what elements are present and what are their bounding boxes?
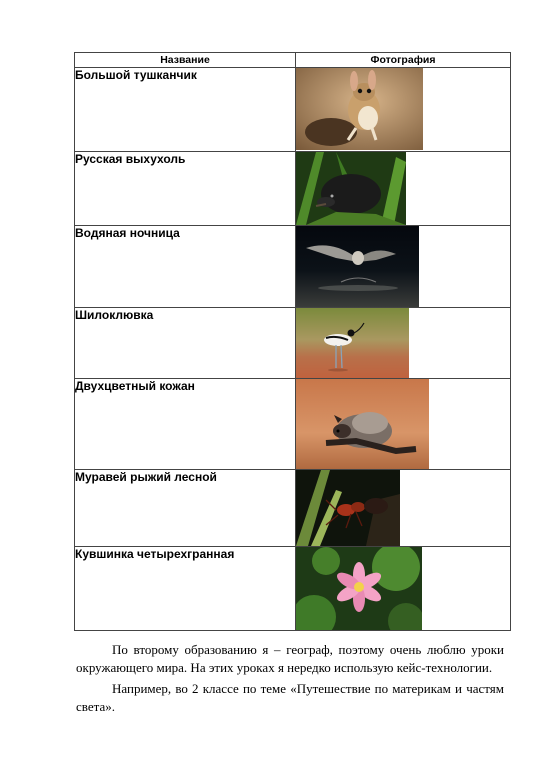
- header-name: Название: [75, 53, 296, 68]
- species-name: Водяная ночница: [75, 226, 296, 308]
- table-row: [75, 226, 511, 308]
- species-name: Русская выхухоль: [75, 152, 296, 226]
- paragraph-2: Например, во 2 классе по теме «Путешествие по материкам и частям света».: [76, 681, 504, 714]
- jerboa-photo: [296, 68, 510, 150]
- table-row: [75, 379, 511, 470]
- table-row: [75, 470, 511, 547]
- desman-photo: [296, 152, 510, 225]
- table-header-row: [75, 53, 511, 68]
- water-lily-photo: [296, 547, 510, 630]
- red-wood-ant-photo: [296, 470, 510, 546]
- species-name: Большой тушканчик: [75, 68, 296, 152]
- bat-water-photo: [296, 226, 510, 307]
- table-row: [75, 152, 511, 226]
- species-name: Муравей рыжий лесной: [75, 470, 296, 547]
- table-row: [75, 547, 511, 631]
- species-name: Кувшинка четырехгранная: [75, 547, 296, 631]
- species-name: Двухцветный кожан: [75, 379, 296, 470]
- species-table: [74, 52, 511, 631]
- header-photo: Фотография: [296, 53, 511, 68]
- avocet-photo: [296, 308, 510, 378]
- species-name: Шилоклювка: [75, 308, 296, 379]
- paragraph-1: По второму образованию я – географ, поэтому очень люблю уроки окружающего мира. На этих уроках я нередко использую кейс-технологии.: [76, 642, 504, 675]
- table-row: [75, 68, 511, 152]
- table-row: [75, 308, 511, 379]
- parti-coloured-bat-photo: [296, 379, 510, 469]
